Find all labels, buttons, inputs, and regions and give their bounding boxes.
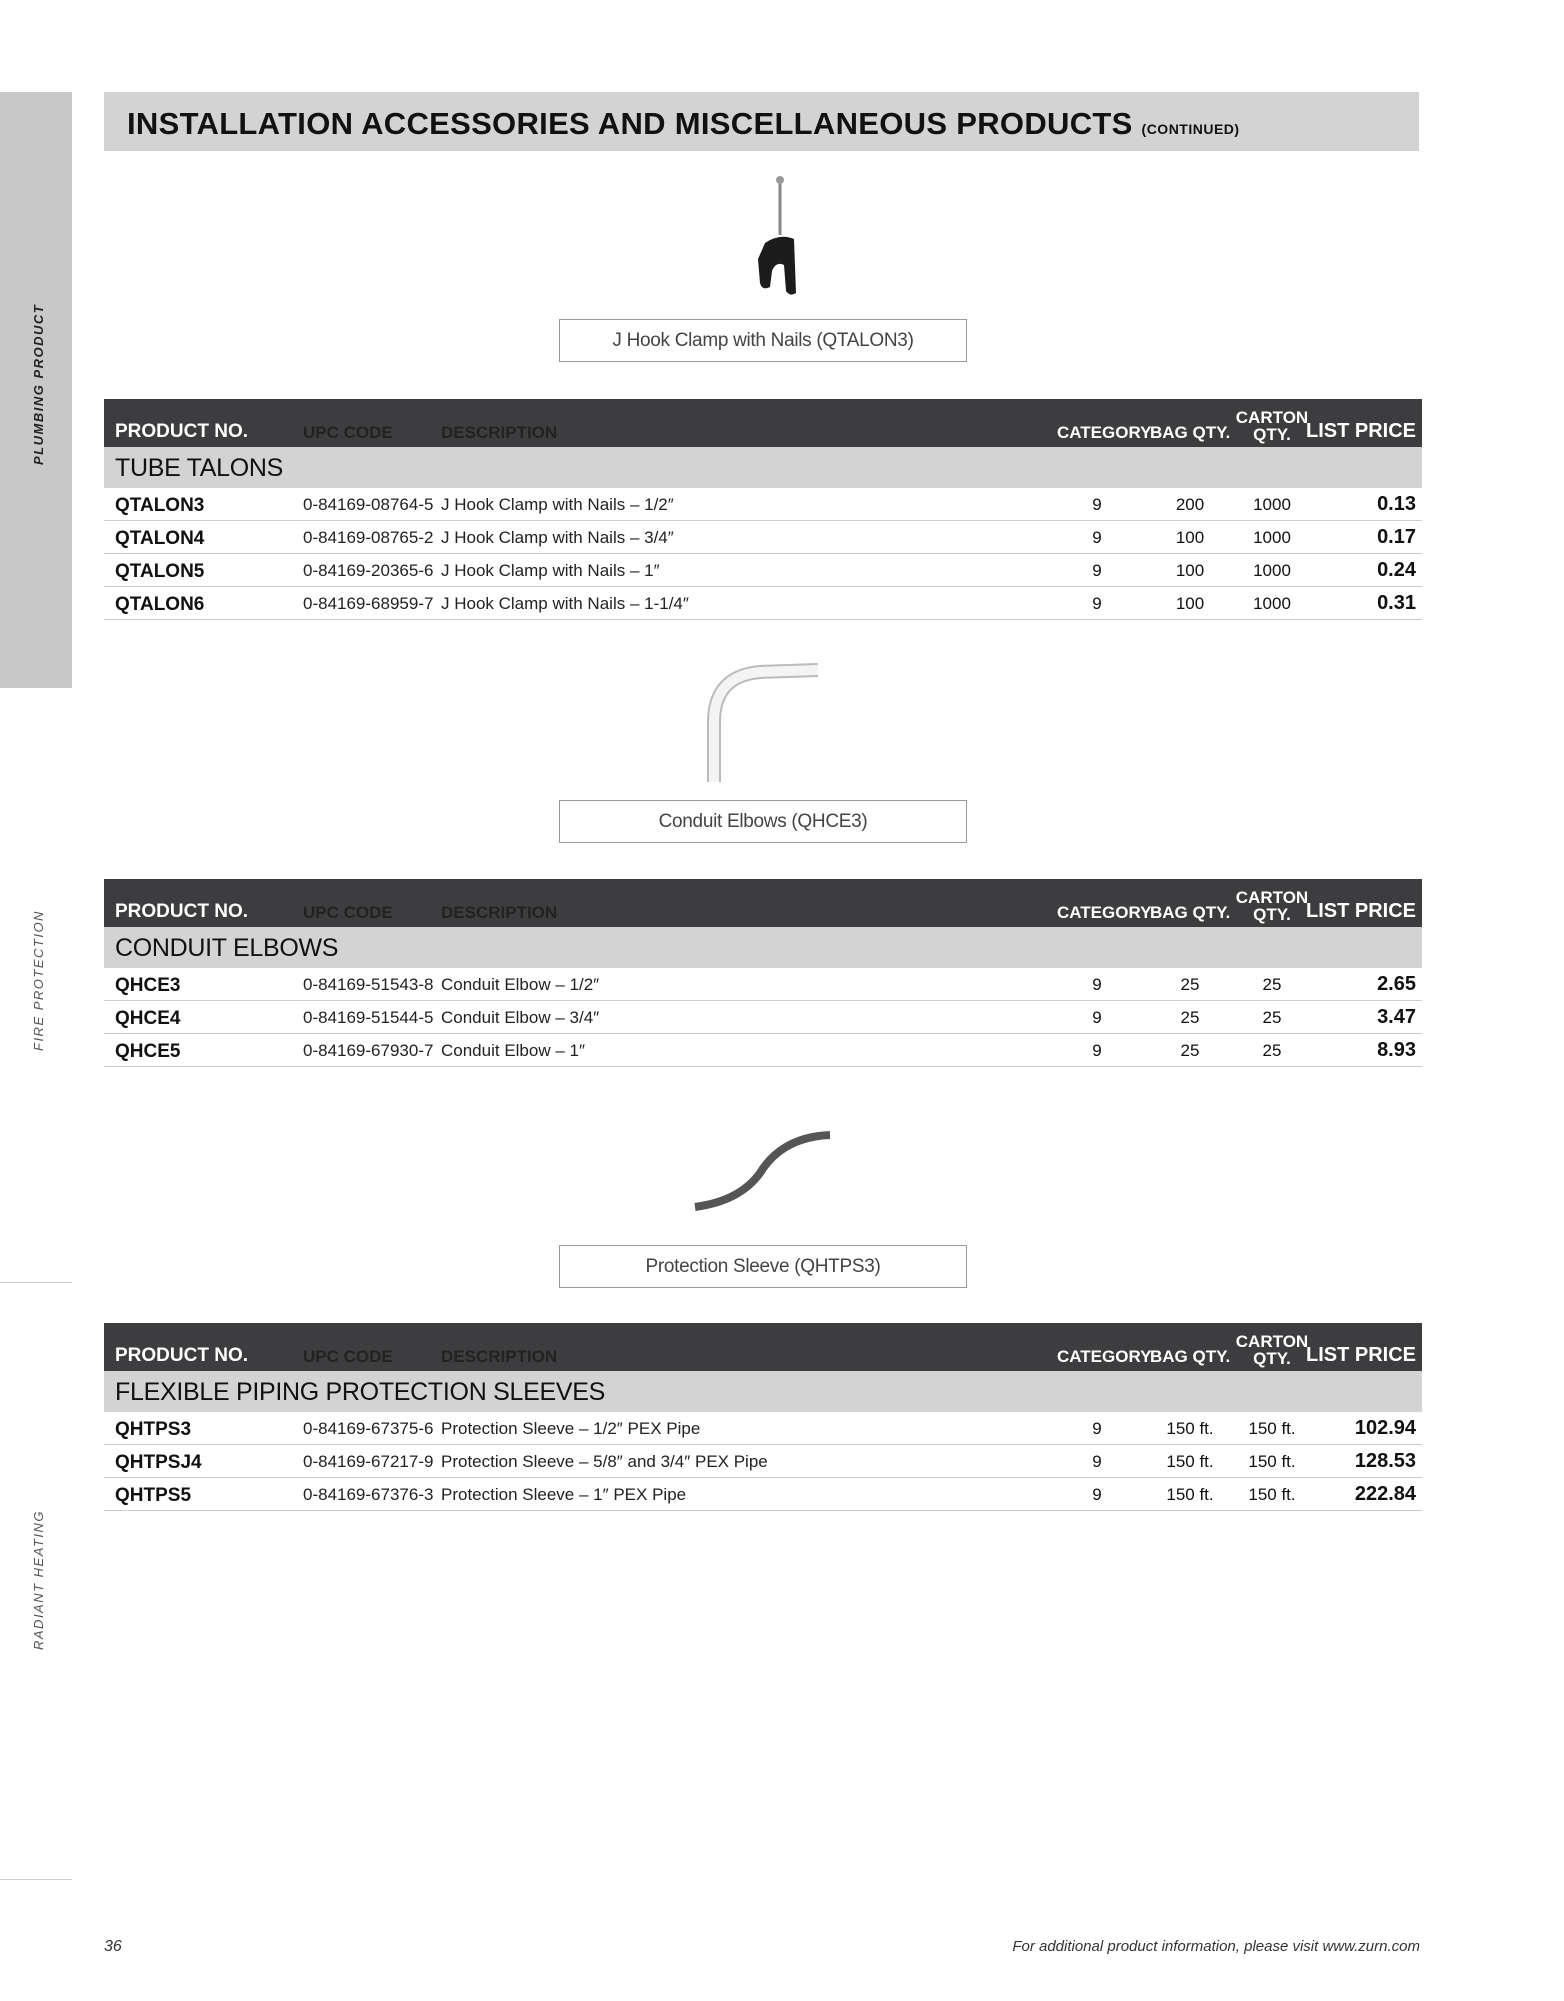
cell-bag-qty: 25 xyxy=(1180,975,1200,994)
table-header xyxy=(104,399,1422,447)
cell-carton-qty: 150 ft. xyxy=(1248,1419,1296,1438)
cell-category: 9 xyxy=(1092,1419,1102,1438)
divider xyxy=(0,1282,72,1283)
cell-category: 9 xyxy=(1092,561,1102,580)
table-header xyxy=(104,1323,1422,1371)
cell-upc-code: 0-84169-67930-7 xyxy=(303,1041,434,1060)
cell-description: Protection Sleeve – 1/2″ PEX Pipe xyxy=(441,1419,701,1438)
column-header-carton-qty: CARTON QTY. xyxy=(1235,408,1309,444)
cell-bag-qty: 100 xyxy=(1175,561,1205,580)
cell-list-price: 0.17 xyxy=(1377,526,1416,548)
cell-carton-qty: 25 xyxy=(1262,975,1282,994)
cell-category: 9 xyxy=(1092,495,1102,514)
cell-description: Conduit Elbow – 1″ xyxy=(441,1041,585,1060)
cell-bag-qty: 25 xyxy=(1180,1008,1200,1027)
image-caption: Conduit Elbows (QHCE3) xyxy=(559,800,967,843)
cell-bag-qty: 150 ft. xyxy=(1166,1452,1214,1471)
cell-list-price: 0.13 xyxy=(1377,493,1416,515)
cell-carton-qty: 1000 xyxy=(1253,561,1291,580)
column-header-product-no: PRODUCT NO. xyxy=(115,1345,248,1366)
cell-bag-qty: 200 xyxy=(1175,495,1205,514)
title-text: INSTALLATION ACCESSORIES AND MISCELLANEOUS PRODUCTS xyxy=(127,106,1133,141)
cell-product-no: QTALON3 xyxy=(115,495,205,516)
column-header-category: CATEGORY xyxy=(1057,1347,1152,1366)
cell-product-no: QHCE4 xyxy=(115,1008,181,1029)
column-header-bag-qty: BAG QTY. xyxy=(1150,1347,1231,1366)
table-row xyxy=(104,587,1422,620)
side-tab-plumbing[interactable]: PLUMBING PRODUCT xyxy=(31,303,46,465)
cell-carton-qty: 25 xyxy=(1262,1008,1282,1027)
image-caption: Protection Sleeve (QHTPS3) xyxy=(559,1245,967,1288)
cell-category: 9 xyxy=(1092,528,1102,547)
cell-upc-code: 0-84169-20365-6 xyxy=(303,561,434,580)
column-header-bag-qty: BAG QTY. xyxy=(1150,423,1231,442)
cell-category: 9 xyxy=(1092,1008,1102,1027)
divider xyxy=(0,1879,72,1880)
cell-bag-qty: 100 xyxy=(1175,594,1205,613)
cell-carton-qty: 150 ft. xyxy=(1248,1485,1296,1504)
cell-upc-code: 0-84169-67376-3 xyxy=(303,1485,434,1504)
side-tab-fire-protection[interactable]: FIRE PROTECTION xyxy=(31,910,46,1051)
cell-upc-code: 0-84169-08765-2 xyxy=(303,528,434,547)
section-title: CONDUIT ELBOWS xyxy=(104,927,1422,968)
cell-list-price: 0.31 xyxy=(1377,592,1416,614)
cell-list-price: 222.84 xyxy=(1354,1483,1416,1505)
cell-description: Conduit Elbow – 1/2″ xyxy=(441,975,600,994)
table-row xyxy=(104,1034,1422,1067)
cell-upc-code: 0-84169-68959-7 xyxy=(303,594,434,613)
cell-category: 9 xyxy=(1092,1041,1102,1060)
column-header-category: CATEGORY xyxy=(1057,423,1152,442)
footer-note: For additional product information, please visit www.zurn.com xyxy=(1012,1938,1420,1955)
cell-upc-code: 0-84169-67217-9 xyxy=(303,1452,434,1471)
cell-description: Protection Sleeve – 1″ PEX Pipe xyxy=(441,1485,687,1504)
column-header-description: DESCRIPTION xyxy=(441,903,558,922)
column-header-upc-code: UPC CODE xyxy=(303,423,393,442)
cell-product-no: QTALON4 xyxy=(115,528,205,549)
table-row xyxy=(104,1445,1422,1478)
cell-bag-qty: 150 ft. xyxy=(1166,1485,1214,1504)
column-header-upc-code: UPC CODE xyxy=(303,1347,393,1366)
cell-list-price: 3.47 xyxy=(1377,1006,1416,1028)
cell-description: J Hook Clamp with Nails – 1/2″ xyxy=(441,495,674,514)
cell-product-no: QHTPSJ4 xyxy=(115,1452,202,1473)
cell-upc-code: 0-84169-08764-5 xyxy=(303,495,434,514)
cell-category: 9 xyxy=(1092,1485,1102,1504)
cell-carton-qty: 1000 xyxy=(1253,594,1291,613)
cell-description: J Hook Clamp with Nails – 1″ xyxy=(441,561,660,580)
section-title: TUBE TALONS xyxy=(104,447,1422,488)
column-header-list-price: LIST PRICE xyxy=(1305,420,1416,442)
conduit-elbow-icon xyxy=(700,662,830,787)
j-hook-clamp-icon xyxy=(720,175,840,300)
table-row xyxy=(104,1412,1422,1445)
page-title xyxy=(127,106,1240,142)
column-header-upc-code: UPC CODE xyxy=(303,903,393,922)
page-header xyxy=(104,92,1419,151)
section-title: FLEXIBLE PIPING PROTECTION SLEEVES xyxy=(104,1371,1422,1412)
cell-product-no: QTALON6 xyxy=(115,594,205,615)
table-row xyxy=(104,554,1422,587)
protection-sleeve-icon xyxy=(690,1125,840,1220)
product-table xyxy=(104,1323,1422,1511)
cell-category: 9 xyxy=(1092,1452,1102,1471)
cell-bag-qty: 100 xyxy=(1175,528,1205,547)
cell-list-price: 128.53 xyxy=(1354,1450,1416,1472)
title-suffix: (CONTINUED) xyxy=(1141,121,1240,137)
cell-carton-qty: 1000 xyxy=(1253,495,1291,514)
cell-bag-qty: 150 ft. xyxy=(1166,1419,1214,1438)
table-row xyxy=(104,968,1422,1001)
cell-list-price: 102.94 xyxy=(1354,1417,1416,1439)
column-header-category: CATEGORY xyxy=(1057,903,1152,922)
column-header-description: DESCRIPTION xyxy=(441,1347,558,1366)
cell-carton-qty: 150 ft. xyxy=(1248,1452,1296,1471)
cell-list-price: 0.24 xyxy=(1377,559,1416,581)
cell-carton-qty: 1000 xyxy=(1253,528,1291,547)
cell-category: 9 xyxy=(1092,975,1102,994)
product-table xyxy=(104,399,1422,620)
cell-product-no: QHTPS5 xyxy=(115,1485,192,1506)
cell-list-price: 2.65 xyxy=(1377,973,1416,995)
cell-description: J Hook Clamp with Nails – 1-1/4″ xyxy=(441,594,689,613)
cell-carton-qty: 25 xyxy=(1262,1041,1282,1060)
cell-upc-code: 0-84169-67375-6 xyxy=(303,1419,434,1438)
table-row xyxy=(104,1478,1422,1511)
table-header xyxy=(104,879,1422,927)
cell-bag-qty: 25 xyxy=(1180,1041,1200,1060)
column-header-bag-qty: BAG QTY. xyxy=(1150,903,1231,922)
column-header-product-no: PRODUCT NO. xyxy=(115,901,248,922)
table-row xyxy=(104,1001,1422,1034)
column-header-carton-qty: CARTON QTY. xyxy=(1235,1332,1309,1368)
cell-upc-code: 0-84169-51543-8 xyxy=(303,975,434,994)
column-header-list-price: LIST PRICE xyxy=(1305,1344,1416,1366)
page-number: 36 xyxy=(104,1938,122,1955)
side-tab-radiant-heating[interactable]: RADIANT HEATING xyxy=(31,1510,46,1650)
product-table xyxy=(104,879,1422,1067)
image-caption: J Hook Clamp with Nails (QTALON3) xyxy=(559,319,967,362)
cell-product-no: QHCE3 xyxy=(115,975,181,996)
cell-upc-code: 0-84169-51544-5 xyxy=(303,1008,434,1027)
column-header-description: DESCRIPTION xyxy=(441,423,558,442)
column-header-carton-qty: CARTON QTY. xyxy=(1235,888,1309,924)
cell-description: Protection Sleeve – 5/8″ and 3/4″ PEX Pipe xyxy=(441,1452,768,1471)
table-row xyxy=(104,488,1422,521)
cell-description: J Hook Clamp with Nails – 3/4″ xyxy=(441,528,674,547)
cell-list-price: 8.93 xyxy=(1377,1039,1416,1061)
table-row xyxy=(104,521,1422,554)
cell-description: Conduit Elbow – 3/4″ xyxy=(441,1008,600,1027)
cell-product-no: QHTPS3 xyxy=(115,1419,192,1440)
cell-product-no: QTALON5 xyxy=(115,561,205,582)
column-header-product-no: PRODUCT NO. xyxy=(115,421,248,442)
cell-category: 9 xyxy=(1092,594,1102,613)
column-header-list-price: LIST PRICE xyxy=(1305,900,1416,922)
cell-product-no: QHCE5 xyxy=(115,1041,181,1062)
